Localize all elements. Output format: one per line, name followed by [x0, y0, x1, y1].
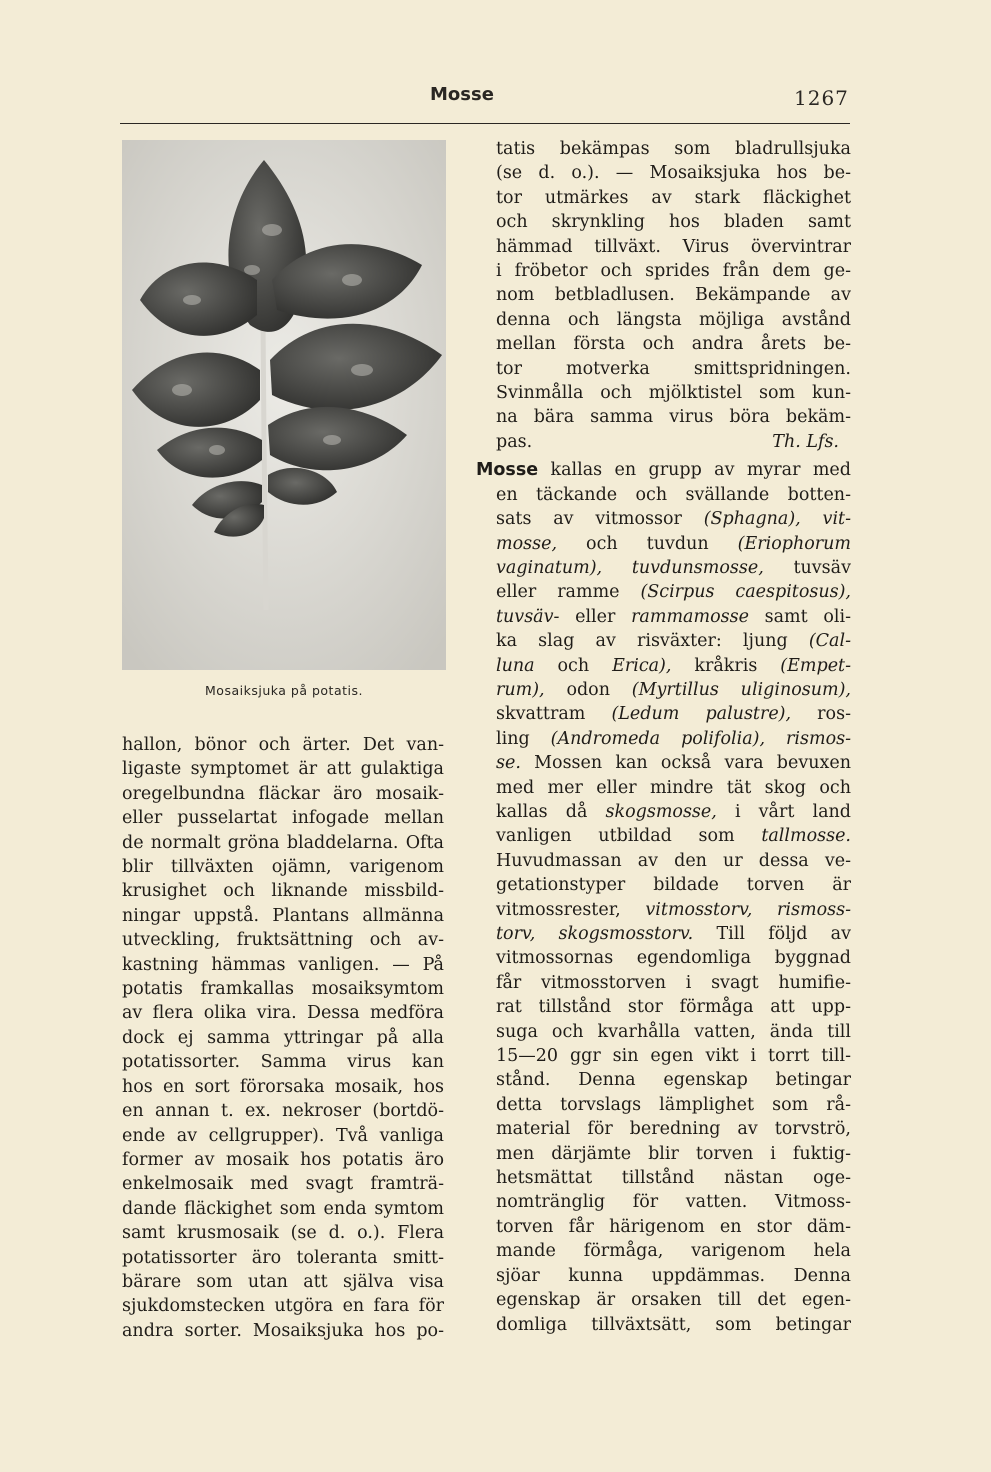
- italic-run: vitmosstorv, rismoss-: [645, 899, 851, 920]
- italic-run: se.: [496, 753, 521, 774]
- header-rule: [120, 123, 850, 124]
- text-line: egenskap är orsaken till det egen-: [496, 1290, 851, 1311]
- text-line: [476, 430, 851, 454]
- text-line: utveckling, fruktsättning och av-: [122, 930, 444, 951]
- text-line: [476, 532, 851, 556]
- text-run: eller ramme: [496, 582, 641, 603]
- text-line: men därjämte blir torven i fuktig-: [496, 1143, 851, 1164]
- running-head: Mosse: [430, 84, 494, 105]
- text-line: med mer eller mindre tät skog och: [496, 777, 851, 798]
- text-line: hos en sort förorsaka mosaik, hos: [122, 1076, 444, 1097]
- text-line: de normalt gröna bladdelarna. Ofta: [122, 832, 444, 853]
- text-line: tor utmärkes av stark fläckighet: [496, 187, 851, 208]
- text-line: blir tillväxten ojämn, varigenom: [122, 857, 444, 878]
- text-line: denna och längsta möjliga avstånd: [496, 309, 851, 330]
- text-line: ende av cellgrupper). Två vanliga: [122, 1125, 444, 1146]
- text-line: [476, 678, 851, 702]
- text-line: [476, 727, 851, 751]
- text-line: sjöar kunna uppdämmas. Denna: [496, 1265, 851, 1286]
- text-line: [476, 580, 851, 604]
- text-run: ros-: [791, 704, 851, 725]
- text-line: hämmad tillväxt. Virus övervintrar: [496, 236, 851, 257]
- text-line: torven får härigenom en stor däm-: [496, 1216, 851, 1237]
- text-line: [476, 800, 851, 824]
- text-line: eller pusselartat infogade mellan: [122, 808, 444, 829]
- text-line: vitmossornas egendomliga byggnad: [496, 948, 851, 969]
- text-line: i fröbetor och sprides från dem ge-: [496, 261, 851, 282]
- text-line: domliga tillväxtsätt, som betingar: [496, 1314, 851, 1335]
- text-line: sjukdomstecken utgöra en fara för: [122, 1296, 444, 1317]
- text-line: oregelbundna fläckar äro mosaik-: [122, 783, 444, 804]
- text-line: [476, 556, 851, 580]
- italic-run: skogsmosse,: [605, 801, 717, 822]
- italic-run: (Empet-: [780, 655, 851, 676]
- text-line: hetsmättat tillstånd nästan oge-: [496, 1168, 851, 1189]
- entry-first-line: [476, 458, 851, 482]
- text-line: mellan första och andra årets be-: [496, 334, 851, 355]
- italic-run: torv, skogsmosstorv.: [496, 924, 694, 944]
- left-text-column: [122, 733, 444, 1343]
- text-line: krusighet och liknande missbild-: [122, 881, 444, 902]
- text-run: Till följd av: [693, 924, 851, 944]
- text-line: en annan t. ex. nekroser (bortdö-: [122, 1101, 444, 1122]
- text-line: bärare som utan att själva visa: [122, 1271, 444, 1292]
- text-line: [476, 751, 851, 775]
- italic-run: tuvsäv-: [496, 606, 560, 627]
- text-run: och tuvdun: [557, 533, 738, 554]
- figure-caption: Mosaiksjuka på potatis.: [205, 683, 363, 698]
- text-run: kallas då: [496, 801, 606, 822]
- text-run: eller: [559, 606, 632, 627]
- italic-run: tallmosse.: [761, 826, 851, 847]
- text-run: samt oli-: [748, 606, 851, 627]
- text-line: stånd. Denna egenskap betingar: [496, 1070, 851, 1091]
- text-line: enkelmosaik med svagt framträ-: [122, 1174, 444, 1195]
- text-run: vitmossrester,: [496, 899, 646, 920]
- text-line: rat tillstånd stor förmåga att upp-: [496, 997, 851, 1018]
- italic-run: (Andromeda polifolia), rismos-: [550, 728, 851, 749]
- text-line: suga och kvarhålla vatten, ända till: [496, 1021, 851, 1042]
- text-run: och: [534, 655, 613, 676]
- text-line: tor motverka smittspridningen.: [496, 358, 851, 379]
- text-line: former av mosaik hos potatis äro: [122, 1149, 444, 1170]
- italic-run: mosse,: [496, 533, 558, 554]
- italic-run: rum),: [496, 679, 545, 700]
- page-number: 1267: [794, 86, 849, 110]
- text-run: vanligen utbildad som: [496, 826, 762, 847]
- text-run: Mossen kan också vara bevuxen: [520, 753, 851, 774]
- italic-run: luna: [496, 655, 535, 676]
- text-line: na bära samma virus böra bekäm-: [496, 407, 851, 428]
- right-text-column: [476, 137, 851, 1337]
- text-line: [476, 507, 851, 531]
- text-run: tuvsäv: [763, 557, 851, 578]
- text-line: av flera olika vira. Dessa medföra: [122, 1003, 444, 1024]
- text-line: samt krusmosaik (se d. o.). Flera: [122, 1223, 444, 1244]
- text-line: ningar uppstå. Plantans allmänna: [122, 905, 444, 926]
- text-run: kråkris: [671, 655, 781, 676]
- text-line: Huvudmassan av den ur dessa ve-: [496, 850, 851, 871]
- italic-run: (Ledum palustre),: [611, 704, 792, 725]
- italic-run: vaginatum), tuvdunsmosse,: [496, 557, 764, 578]
- text-run: odon: [544, 679, 632, 700]
- author-signature: Th. Lfs.: [772, 431, 839, 452]
- text-run: sats av vitmossor: [496, 509, 704, 530]
- text-run: i vårt land: [716, 801, 851, 822]
- text-line: [476, 605, 851, 629]
- closing-word: pas.: [496, 431, 533, 452]
- text-line: mande förmåga, varigenom hela: [496, 1241, 851, 1262]
- text-line: [476, 702, 851, 726]
- text-line: kastning hämmas vanligen. — På: [122, 954, 444, 975]
- text-line: potatissorter. Samma virus kan: [122, 1052, 444, 1073]
- text-line: dande fläckighet som enda symtom: [122, 1198, 444, 1219]
- leaf-illustration: [122, 140, 446, 670]
- text-run: skvattram: [496, 704, 612, 725]
- text-line: dock ej samma yttringar på alla: [122, 1027, 444, 1048]
- text-line: getationstyper bildade torven är: [496, 875, 851, 896]
- text-line: [476, 654, 851, 678]
- text-line: potatissorter äro toleranta smitt-: [122, 1247, 444, 1268]
- text-line: ligaste symptomet är att gulaktiga: [122, 759, 444, 780]
- italic-run: (Sphagna), vit-: [703, 509, 851, 530]
- text-line: tatis bekämpas som bladrullsjuka: [496, 139, 851, 159]
- text-line: andra sorter. Mosaiksjuka hos po-: [122, 1320, 444, 1341]
- text-line: får vitmosstorven i svagt humifie-: [496, 972, 851, 993]
- entry-headword: Mosse: [476, 460, 539, 481]
- text-line: detta torvslags lämplighet som rå-: [496, 1094, 851, 1115]
- text-line: [476, 898, 851, 922]
- text-line: (se d. o.). — Mosaiksjuka hos be-: [496, 163, 851, 184]
- italic-run: Erica),: [612, 655, 672, 676]
- text-line: nomtränglig för vatten. Vitmoss-: [496, 1192, 851, 1213]
- entry-text: kallas en grupp av myrar med: [538, 460, 851, 481]
- italic-run: rammamosse: [631, 606, 749, 627]
- text-line: och skrynkling hos bladen samt: [496, 212, 851, 233]
- text-line: en täckande och svällande botten-: [496, 484, 851, 505]
- text-line: material för beredning av torvströ,: [496, 1119, 851, 1140]
- text-line: nom betbladlusen. Bekämpande av: [496, 285, 851, 306]
- text-line: [476, 629, 851, 653]
- italic-run: (Scirpus caespitosus),: [640, 582, 851, 603]
- text-line: Svinmålla och mjölktistel som kun-: [496, 383, 851, 404]
- text-line: [476, 824, 851, 848]
- potato-leaf-photo: [122, 140, 446, 670]
- text-run: ka slag av risväxter: ljung: [496, 631, 809, 652]
- text-line: 15—20 ggr sin egen vikt i torrt till-: [496, 1046, 851, 1067]
- italic-run: (Cal-: [808, 631, 851, 652]
- text-line: [476, 922, 851, 946]
- text-line: hallon, bönor och ärter. Det van-: [122, 735, 444, 755]
- italic-run: (Eriophorum: [737, 533, 851, 554]
- italic-run: (Myrtillus uliginosum),: [631, 679, 851, 700]
- text-run: ling: [496, 728, 551, 749]
- text-line: potatis framkallas mosaiksymtom: [122, 979, 444, 1000]
